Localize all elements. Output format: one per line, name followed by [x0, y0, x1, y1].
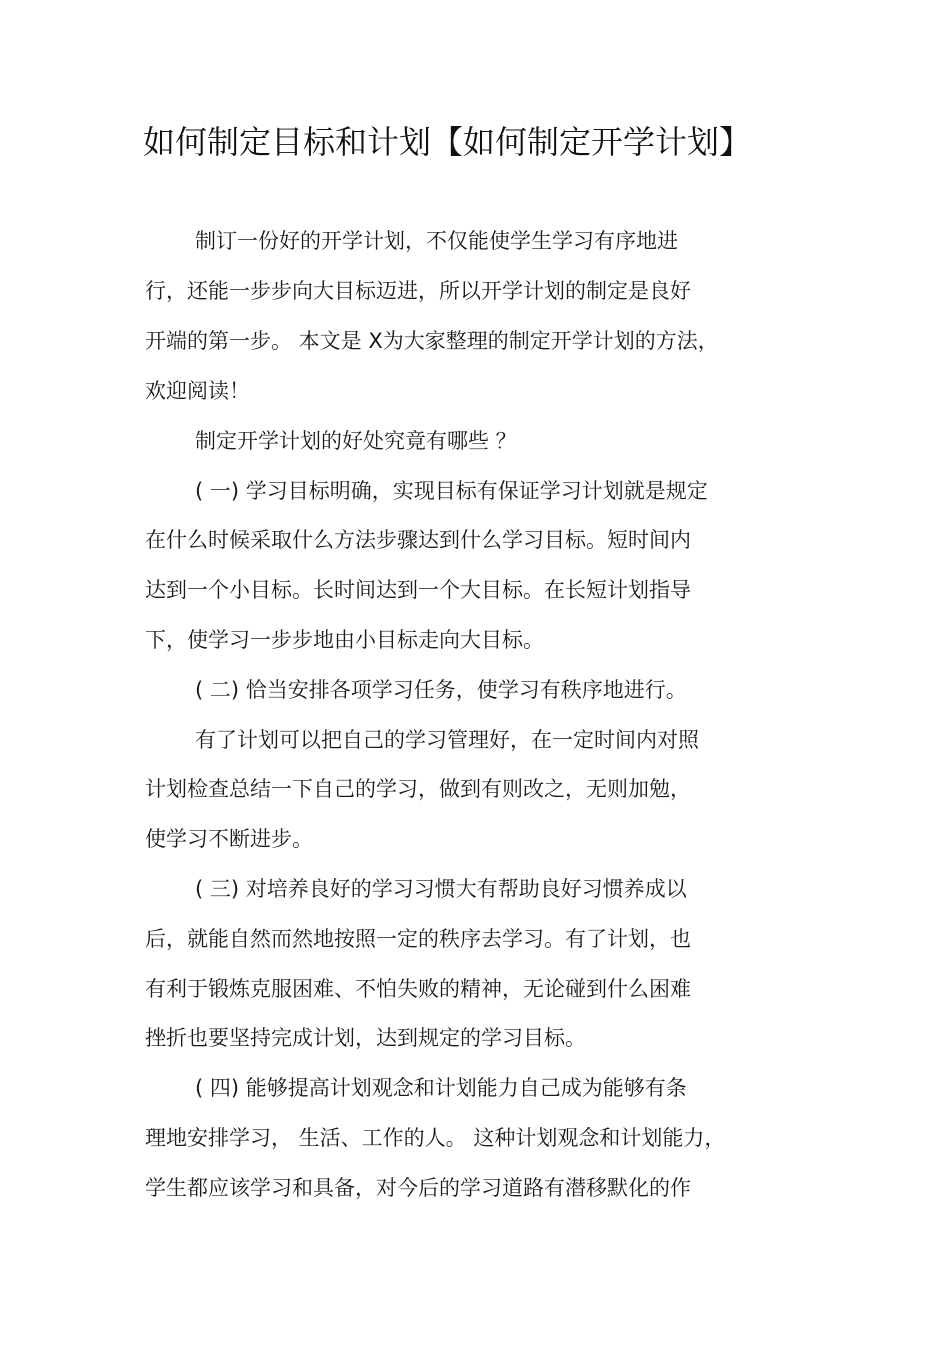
paragraph-line: 有利于锻炼克服困难、不怕失败的精神，无论碰到什么困难 — [145, 977, 691, 1001]
paragraph-line: 下，使学习一步步地由小目标走向大目标。 — [145, 628, 544, 652]
paragraph-line: ( 四) 能够提高计划观念和计划能力自己成为能够有条 — [195, 1076, 687, 1100]
paragraph-line: 理地安排学习， 生活、工作的人。 这种计划观念和计划能力， — [145, 1126, 726, 1150]
paragraph-line: 达到一个小目标。长时间达到一个大目标。在长短计划指导 — [145, 578, 691, 602]
document-title: 如何制定目标和计划【如何制定开学计划】 — [143, 123, 752, 161]
paragraph-line: 使学习不断进步。 — [145, 827, 313, 851]
paragraph-line: 欢迎阅读！ — [145, 379, 250, 403]
paragraph-line: ( 一) 学习目标明确，实现目标有保证学习计划就是规定 — [195, 479, 708, 503]
paragraph-line: 有了计划可以把自己的学习管理好，在一定时间内对照 — [195, 728, 699, 752]
paragraph-line: 开端的第一步。 本文是 X为大家整理的制定开学计划的方法， — [145, 329, 719, 353]
paragraph-line: ( 二) 恰当安排各项学习任务，使学习有秩序地进行。 — [195, 678, 687, 702]
paragraph-line: 行，还能一步步向大目标迈进，所以开学计划的制定是良好 — [145, 279, 691, 303]
paragraph-line: 后，就能自然而然地按照一定的秩序去学习。有了计划，也 — [145, 927, 691, 951]
paragraph-line: 挫折也要坚持完成计划，达到规定的学习目标。 — [145, 1026, 586, 1050]
section-heading: 制定开学计划的好处究竟有哪些 ？ — [195, 429, 517, 453]
paragraph-line: 在什么时候采取什么方法步骤达到什么学习目标。短时间内 — [145, 528, 691, 552]
paragraph-line: ( 三) 对培养良好的学习习惯大有帮助良好习惯养成以 — [195, 877, 687, 901]
paragraph-line: 学生都应该学习和具备，对今后的学习道路有潜移默化的作 — [145, 1176, 691, 1200]
paragraph-line: 制订一份好的开学计划，不仅能使学生学习有序地进 — [195, 229, 678, 253]
paragraph-line: 计划检查总结一下自己的学习，做到有则改之，无则加勉， — [145, 777, 691, 801]
